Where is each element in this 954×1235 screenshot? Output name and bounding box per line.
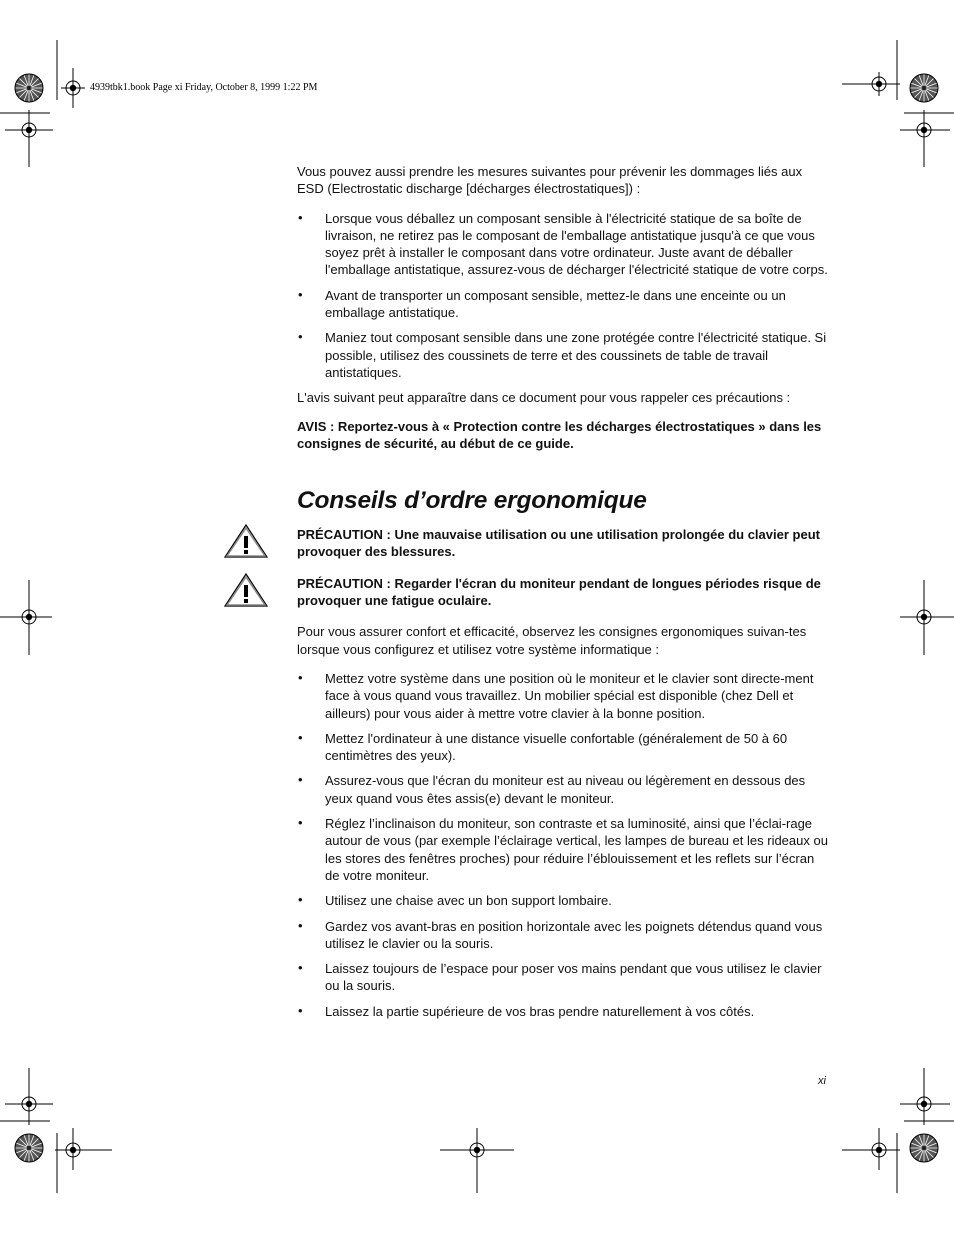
ergo-bullet-list: [297, 670, 829, 1020]
bullet-icon: •: [298, 1002, 303, 1018]
ergo-intro-paragraph: Pour vous assurer confort et efficacité, observez les consignes ergonomiques suivan-tes lorsque vous configurez et utilisez votre système informatique :: [297, 624, 807, 657]
list-item: • Assurez-vous que l'écran du moniteur est au niveau ou légèrement en dessous des yeux quand vous êtes assis(e) devant le moniteur.: [298, 772, 806, 806]
color-target-icon: [910, 74, 938, 102]
esd-intro-paragraph: Vous pouvez aussi prendre les mesures suivantes pour prévenir les dommages liés aux ESD (Electrostatic discharge [décharges électrostatiques]) :: [297, 164, 803, 197]
caution-block: [297, 526, 829, 561]
print-slug: 4939tbk1.book Page xi Friday, October 8, 1999 1:22 PM: [90, 82, 318, 93]
section-title: Conseils d’ordre ergonomique: [297, 487, 647, 515]
color-target-icon: [15, 1134, 43, 1162]
warning-triangle-icon: [223, 523, 269, 559]
list-item: • Gardez vos avant-bras en position horizontale avec les poignets détendus quand vous utilisez le clavier ou la souris.: [298, 917, 823, 951]
page-number: xi: [818, 1075, 826, 1087]
caution-block: [297, 575, 829, 610]
bullet-icon: •: [298, 960, 303, 976]
warning-triangle-icon: [223, 572, 269, 608]
esd-bullet-list: [297, 210, 829, 382]
list-item: • Laissez toujours de l’espace pour poser vos mains pendant que vous utilisez le clavier ou la souris.: [298, 960, 822, 994]
list-item: • Lorsque vous déballez un composant sensible à l'électricité statique de sa boîte de livraison, ne retirez pas le composant de l'emballage antistatique jusqu'à ce que vous soyez prêt à installer le composant dans votre ordinateur. Juste avant de déballer l'emballage antistatique, assurez-vous de décharger l'électricité statique de votre corps.: [298, 209, 828, 278]
list-item: • Utilisez une chaise avec un bon support lombaire.: [298, 892, 612, 909]
bullet-icon: •: [298, 772, 303, 788]
list-item: • Maniez tout composant sensible dans une zone protégée contre l'électricité statique. Si possible, utilisez des coussinets de terre et des coussinets de table de travail antistatiques.: [298, 329, 827, 380]
bullet-icon: •: [298, 209, 303, 225]
avis-notice: AVIS : Reportez-vous à « Protection contre les décharges électrostatiques » dans les consignes de sécurité, au début de ce guide.: [297, 418, 822, 451]
list-item: • Réglez l’inclinaison du moniteur, son contraste et sa luminosité, ainsi que l’éclai-rage autour de vous (par exemple l’éclairage vertical, les lampes de bureau et les rideaux ou les stores des fenêtres proches) pour réduire l’éblouissement et les reflets sur l’écran de votre moniteur.: [298, 815, 828, 883]
bullet-icon: •: [298, 815, 303, 831]
color-target-icon: [910, 1134, 938, 1162]
list-item: • Laissez la partie supérieure de vos bras pendre naturellement à vos côtés.: [298, 1002, 755, 1019]
bullet-icon: •: [298, 286, 303, 302]
bullet-icon: •: [298, 669, 303, 685]
bullet-icon: •: [298, 329, 303, 345]
page-body: [297, 163, 829, 1028]
list-item: • Avant de transporter un composant sensible, mettez-le dans une enceinte ou un emballage antistatique.: [298, 286, 786, 321]
bullet-icon: •: [298, 729, 303, 745]
bullet-icon: •: [298, 892, 303, 908]
bullet-icon: •: [298, 917, 303, 933]
notice-intro-paragraph: L'avis suivant peut apparaître dans ce document pour vous rappeler ces précautions :: [297, 390, 791, 406]
color-target-icon: [15, 74, 43, 102]
list-item: • Mettez l'ordinateur à une distance visuelle confortable (généralement de 50 à 60 centimètres des yeux).: [298, 729, 788, 764]
list-item: • Mettez votre système dans une position où le moniteur et le clavier sont directe-ment face à vous quand vous travaillez. Un mobilier spécial est disponible (chez Dell et ailleurs) pour vous aider à mettre votre clavier à la bonne position.: [298, 669, 814, 721]
caution-text: PRÉCAUTION : Regarder l'écran du moniteur pendant de longues périodes risque de provoquer une fatigue oculaire.: [297, 575, 821, 609]
caution-text: PRÉCAUTION : Une mauvaise utilisation ou une utilisation prolongée du clavier peut provoquer des blessures.: [297, 527, 820, 560]
